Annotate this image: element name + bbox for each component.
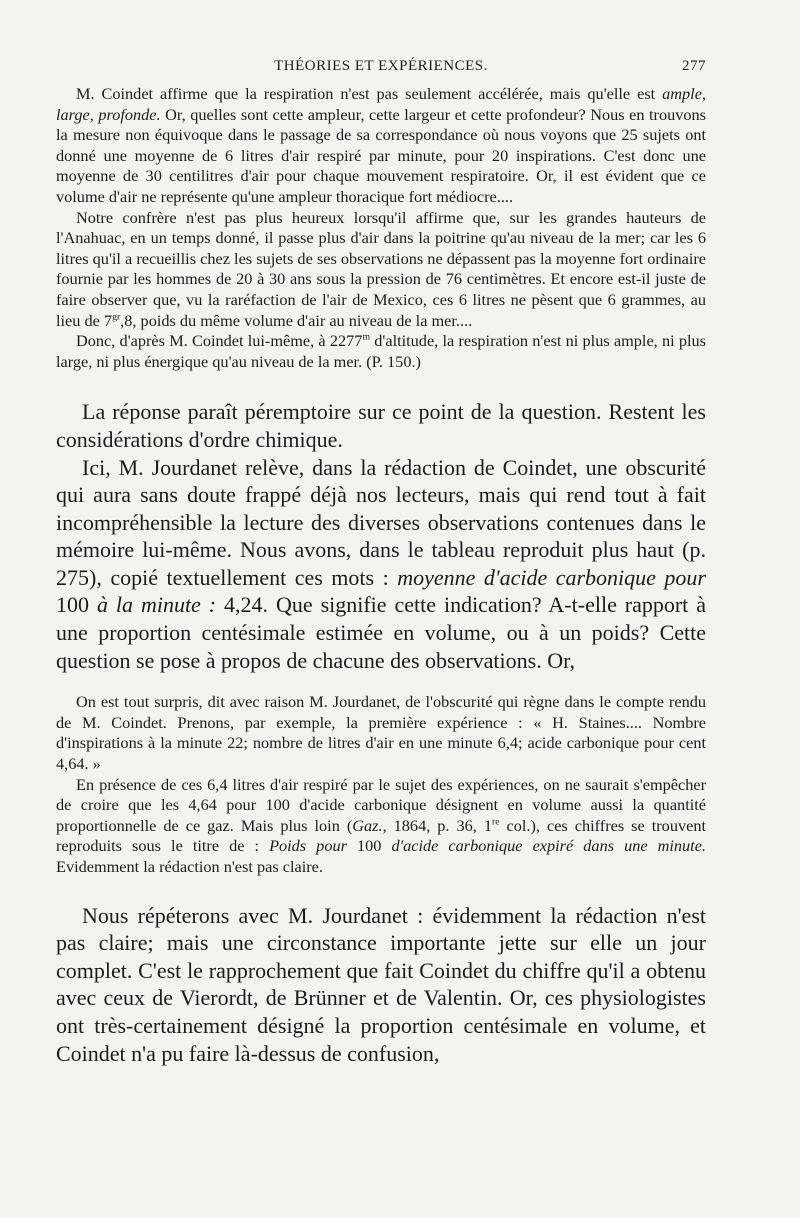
quoted-passage-2: [56, 692, 706, 877]
running-title: THÉORIES ET EXPÉRIENCES.: [274, 58, 488, 74]
page-header: [56, 52, 706, 78]
body-paragraph: La réponse paraît péremptoire sur ce point de la question. Restent les considérations d'ordre chimique.: [56, 399, 706, 452]
book-page: [56, 52, 706, 1067]
quoted-passage-1: [56, 84, 706, 372]
quote-paragraph: M. Coindet affirme que la respiration n'est pas seulement accélérée, mais qu'elle est ample, large, profonde. Or, quelles sont cette ampleur, cette largeur et cette profondeur? Nous en trouvons la mesure non équivoque dans le passage de sa correspondance où nous voyons que 25 sujets ont donné une moyenne de 6 litres d'air respiré par minute, pour 20 inspirations. C'est donc une moyenne de 30 centilitres d'air pour chaque mouvement respiratoire. Or, il est évident que ce volume d'air ne représente qu'une ampleur thoracique fort médiocre....: [56, 84, 706, 206]
quote-paragraph: On est tout surpris, dit avec raison M. Jourdanet, de l'obscurité qui règne dans le compte rendu de M. Coindet. Prenons, par exemple, la première expérience : « H. Staines.... Nombre d'inspirations à la minute 22; nombre de litres d'air en une minute 6,4; acide carbonique pour cent 4,64. »: [56, 692, 706, 774]
quote-paragraph: Donc, d'après M. Coindet lui-même, à 2277$^m$ d'altitude, la respiration n'est ni plus ample, ni plus large, ni plus énergique qu'au niveau de la mer. (P. 150.): [56, 331, 706, 371]
page-number: 277: [682, 58, 706, 74]
quote-paragraph: Notre confrère n'est pas plus heureux lorsqu'il affirme que, sur les grandes hauteurs de l'Anahuac, en un temps donné, il passe plus d'air dans la poitrine qu'au niveau de la mer; car les 6 litres qu'il a recueillis chez les sujets de ses observations ne dépassent pas la moyenne fort ordinaire fournie par les hommes de 20 à 30 ans sous la pression de 76 centimètres. Et encore est-il juste de faire observer que, vu la raréfaction de l'air de Mexico, ces 6 litres ne pèsent que 6 grammes, au lieu de $7^{gr},8$, poids du même volume d'air au niveau de la mer....: [56, 207, 706, 330]
body-text-2: [56, 902, 706, 1068]
body-paragraph: Ici, M. Jourdanet relève, dans la rédaction de Coindet, une obscurité qui aura sans doute frappé déjà nos lecteurs, mais qui rend tout à fait incompréhensible la lecture des diverses observations contenues dans le mémoire lui-même. Nous avons, dans le tableau reproduit plus haut (p. 275), copié textuellement ces mots : moyenne d'acide carbonique pour 100 à la minute : 4,24. Que signifie cette indication? A-t-elle rapport à une proportion centésimale estimée en volume, ou à un poids? Cette question se pose à propos de chacune des observations. Or,: [56, 454, 707, 673]
quote-paragraph: En présence de ces 6,4 litres d'air respiré par le sujet des expériences, on ne saurait s'empêcher de croire que les 4,64 pour 100 d'acide carbonique désignent en volume aussi la quantité proportionnelle de ce gaz. Mais plus loin (Gaz., 1864, p. 36, 1re col.), ces chiffres se trouvent reproduits sous le titre de : Poids pour 100 d'acide carbonique expiré dans une minute. Evidemment la rédaction n'est pas claire.: [56, 774, 707, 876]
body-text-1: [56, 398, 706, 674]
body-paragraph: Nous répéterons avec M. Jourdanet : évidemment la rédaction n'est pas claire; mais une circonstance importante jette sur elle un jour complet. C'est le rapprochement que fait Coindet du chiffre qu'il a obtenu avec ceux de Vierordt, de Brünner et de Valentin. Or, ces physiologistes ont très-certainement désigné la proportion centésimale en volume, et Coindet n'a pu faire là-dessus de confusion,: [56, 902, 706, 1066]
